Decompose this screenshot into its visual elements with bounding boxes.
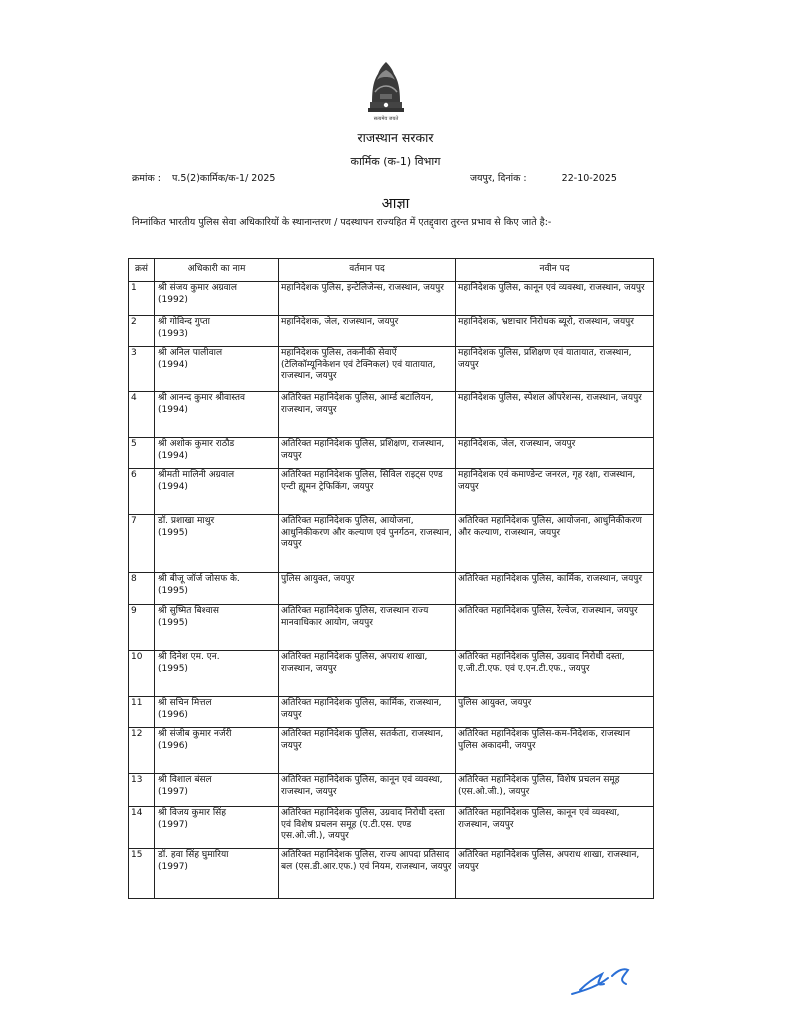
government-title: राजस्थान सरकार	[357, 130, 434, 145]
new-post: अतिरिक्त महानिदेशक पुलिस, आयोजना, आधुनिकीकरण और कल्याण, राजस्थान, जयपुर	[456, 515, 654, 573]
batch-year: (1997)	[158, 819, 188, 830]
emblem-caption: सत्यमेव जयते	[373, 116, 399, 122]
serial-number: 9	[129, 605, 155, 651]
officer-cell	[155, 438, 279, 469]
kramank-value: प.5(2)कार्मिक/क-1/ 2025	[172, 173, 276, 184]
kramank-label: क्रमांक :	[132, 173, 161, 184]
table-row	[129, 469, 654, 515]
officer-name: श्री आनन्द कुमार श्रीवास्तव	[158, 393, 246, 403]
officer-name: श्री सुष्मित बिश्वास	[158, 606, 219, 616]
current-post: अतिरिक्त महानिदेशक पुलिस, सतर्कता, राजस्थान, जयपुर	[279, 728, 456, 774]
state-emblem-icon	[360, 58, 412, 124]
serial-number: 14	[129, 807, 155, 849]
new-post: पुलिस आयुक्त, जयपुर	[456, 697, 654, 728]
table-row	[129, 392, 654, 438]
serial-number: 13	[129, 774, 155, 807]
officer-name: श्री सचिन मित्तल	[158, 698, 212, 708]
officer-name: श्री संजय कुमार अग्रवाल	[158, 283, 237, 293]
officer-name: श्री बीजू जॉर्ज जोसफ के.	[158, 574, 240, 584]
batch-year: (1992)	[158, 294, 188, 305]
table-row	[129, 347, 654, 392]
current-post: पुलिस आयुक्त, जयपुर	[279, 573, 456, 605]
batch-year: (1997)	[158, 861, 188, 872]
officer-name: डॉ. हवा सिंह घुमारिया	[158, 850, 229, 860]
batch-year: (1995)	[158, 527, 188, 538]
current-post: अतिरिक्त महानिदेशक पुलिस, आयोजना, आधुनिकीकरण और कल्याण एवं पुनर्गठन, राजस्थान, जयपुर	[279, 515, 456, 573]
table-row	[129, 316, 654, 347]
order-date: 22-10-2025	[561, 173, 617, 184]
batch-year: (1994)	[158, 481, 188, 492]
officer-name: श्री विशाल बंसल	[158, 775, 212, 785]
table-row	[129, 728, 654, 774]
batch-year: (1996)	[158, 740, 188, 751]
batch-year: (1993)	[158, 328, 188, 339]
table-row	[129, 573, 654, 605]
officer-cell	[155, 651, 279, 697]
officer-cell	[155, 573, 279, 605]
officer-name: श्री गोविन्द गुप्ता	[158, 317, 211, 327]
new-post: महानिदेशक पुलिस, स्पेशल ऑपरेशन्स, राजस्थान, जयपुर	[456, 392, 654, 438]
serial-number: 15	[129, 849, 155, 899]
table-row	[129, 515, 654, 573]
serial-number: 12	[129, 728, 155, 774]
current-post: अतिरिक्त महानिदेशक पुलिस, उग्रवाद निरोधी दस्ता एवं विशेष प्रचलन समूह (ए.टी.एस. एण्ड एस.ओ.जी.), जयपुर	[279, 807, 456, 849]
current-post: महानिदेशक पुलिस, इन्टेलिजेन्स, राजस्थान, जयपुर	[279, 282, 456, 316]
table-header-row	[129, 259, 654, 282]
officer-cell	[155, 697, 279, 728]
order-number	[132, 171, 275, 184]
current-post: महानिदेशक पुलिस, तकनीकी सेवाऐं (टेलिकॉम्यूनिकेशन एवं टेक्निकल) एवं यातायात, राजस्थान, जयपुर	[279, 347, 456, 392]
table-row	[129, 438, 654, 469]
department-title: कार्मिक (क-1) विभाग	[350, 155, 441, 168]
current-post: महानिदेशक, जेल, राजस्थान, जयपुर	[279, 316, 456, 347]
serial-number: 1	[129, 282, 155, 316]
current-post: अतिरिक्त महानिदेशक पुलिस, अपराध शाखा, राजस्थान, जयपुर	[279, 651, 456, 697]
officer-cell	[155, 774, 279, 807]
officer-name: श्री दिनेश एम. एन.	[158, 652, 220, 662]
new-post: महानिदेशक एवं कमाण्डेन्ट जनरल, गृह रक्षा, राजस्थान, जयपुर	[456, 469, 654, 515]
new-post: महानिदेशक, भ्रष्टाचार निरोधक ब्यूरो, राजस्थान, जयपुर	[456, 316, 654, 347]
officer-name: श्री अनिल पालीवाल	[158, 348, 223, 358]
place-date	[470, 171, 617, 184]
table-row	[129, 697, 654, 728]
serial-number: 8	[129, 573, 155, 605]
batch-year: (1994)	[158, 450, 188, 461]
current-post: अतिरिक्त महानिदेशक पुलिस, प्रशिक्षण, राजस्थान, जयपुर	[279, 438, 456, 469]
officer-cell	[155, 469, 279, 515]
officer-cell	[155, 347, 279, 392]
serial-number: 7	[129, 515, 155, 573]
serial-number: 10	[129, 651, 155, 697]
new-post: अतिरिक्त महानिदेशक पुलिस, उग्रवाद निरोधी दस्ता, ए.जी.टी.एफ. एवं ए.एन.टी.एफ., जयपुर	[456, 651, 654, 697]
new-post: महानिदेशक पुलिस, कानून एवं व्यवस्था, राजस्थान, जयपुर	[456, 282, 654, 316]
current-post: अतिरिक्त महानिदेशक पुलिस, राजस्थान राज्य मानवाधिकार आयोग, जयपुर	[279, 605, 456, 651]
officer-cell	[155, 282, 279, 316]
batch-year: (1994)	[158, 359, 188, 370]
officer-cell	[155, 605, 279, 651]
table-row	[129, 605, 654, 651]
table-row	[129, 651, 654, 697]
transfer-table	[128, 258, 654, 899]
table-row	[129, 849, 654, 899]
table-row	[129, 282, 654, 316]
batch-year: (1997)	[158, 786, 188, 797]
officer-name: डॉ. प्रशाखा माथुर	[158, 516, 215, 526]
batch-year: (1995)	[158, 617, 188, 628]
new-post: अतिरिक्त महानिदेशक पुलिस, कार्मिक, राजस्थान, जयपुर	[456, 573, 654, 605]
intro-text: निम्नांकित भारतीय पुलिस सेवा अधिकारियों के स्थानान्तरण / पदस्थापन राज्यहित में एतद्द्वारा तुरन्त प्रभाव से किए जाते है:-	[132, 217, 552, 228]
officer-cell	[155, 515, 279, 573]
serial-number: 4	[129, 392, 155, 438]
batch-year: (1995)	[158, 585, 188, 596]
signature-icon	[568, 960, 638, 1000]
new-post: अतिरिक्त महानिदेशक पुलिस, अपराध शाखा, राजस्थान, जयपुर	[456, 849, 654, 899]
officer-cell	[155, 392, 279, 438]
officer-name: श्री विजय कुमार सिंह	[158, 808, 227, 818]
officer-cell	[155, 807, 279, 849]
serial-number: 2	[129, 316, 155, 347]
current-post: अतिरिक्त महानिदेशक पुलिस, सिविल राइट्स एण्ड एन्टी ह्यूमन ट्रेफिकिंग, जयपुर	[279, 469, 456, 515]
table-row	[129, 774, 654, 807]
new-post: अतिरिक्त महानिदेशक पुलिस-कम-निदेशक, राजस्थान पुलिस अकादमी, जयपुर	[456, 728, 654, 774]
header-new-post: नवीन पद	[456, 259, 654, 282]
new-post: अतिरिक्त महानिदेशक पुलिस, विशेष प्रचलन समूह (एस.ओ.जी.), जयपुर	[456, 774, 654, 807]
officer-cell	[155, 316, 279, 347]
current-post: अतिरिक्त महानिदेशक पुलिस, कानून एवं व्यवस्था, राजस्थान, जयपुर	[279, 774, 456, 807]
order-title: आज्ञा	[381, 196, 410, 212]
batch-year: (1996)	[158, 709, 188, 720]
batch-year: (1995)	[158, 663, 188, 674]
current-post: अतिरिक्त महानिदेशक पुलिस, राज्य आपदा प्रतिसाद बल (एस.डी.आर.एफ.) एवं नियम, राजस्थान, जयपुर	[279, 849, 456, 899]
header-serial: क्रसं	[129, 259, 155, 282]
officer-cell	[155, 728, 279, 774]
serial-number: 5	[129, 438, 155, 469]
officer-name: श्रीमती मालिनी अग्रवाल	[158, 470, 235, 480]
current-post: अतिरिक्त महानिदेशक पुलिस, आर्म्ड बटालियन, राजस्थान, जयपुर	[279, 392, 456, 438]
current-post: अतिरिक्त महानिदेशक पुलिस, कार्मिक, राजस्थान, जयपुर	[279, 697, 456, 728]
officer-name: श्री अशोक कुमार राठौड	[158, 439, 235, 449]
serial-number: 6	[129, 469, 155, 515]
new-post: अतिरिक्त महानिदेशक पुलिस, कानून एवं व्यवस्था, राजस्थान, जयपुर	[456, 807, 654, 849]
batch-year: (1994)	[158, 404, 188, 415]
table-row	[129, 807, 654, 849]
new-post: अतिरिक्त महानिदेशक पुलिस, रेल्वेज, राजस्थान, जयपुर	[456, 605, 654, 651]
serial-number: 3	[129, 347, 155, 392]
new-post: महानिदेशक, जेल, राजस्थान, जयपुर	[456, 438, 654, 469]
new-post: महानिदेशक पुलिस, प्रशिक्षण एवं यातायात, राजस्थान, जयपुर	[456, 347, 654, 392]
officer-cell	[155, 849, 279, 899]
header-officer-name: अधिकारी का नाम	[155, 259, 279, 282]
header-current-post: वर्तमान पद	[279, 259, 456, 282]
officer-name: श्री संजीब कुमार नर्जरी	[158, 729, 232, 739]
serial-number: 11	[129, 697, 155, 728]
place-label: जयपुर, दिनांक :	[470, 173, 527, 184]
